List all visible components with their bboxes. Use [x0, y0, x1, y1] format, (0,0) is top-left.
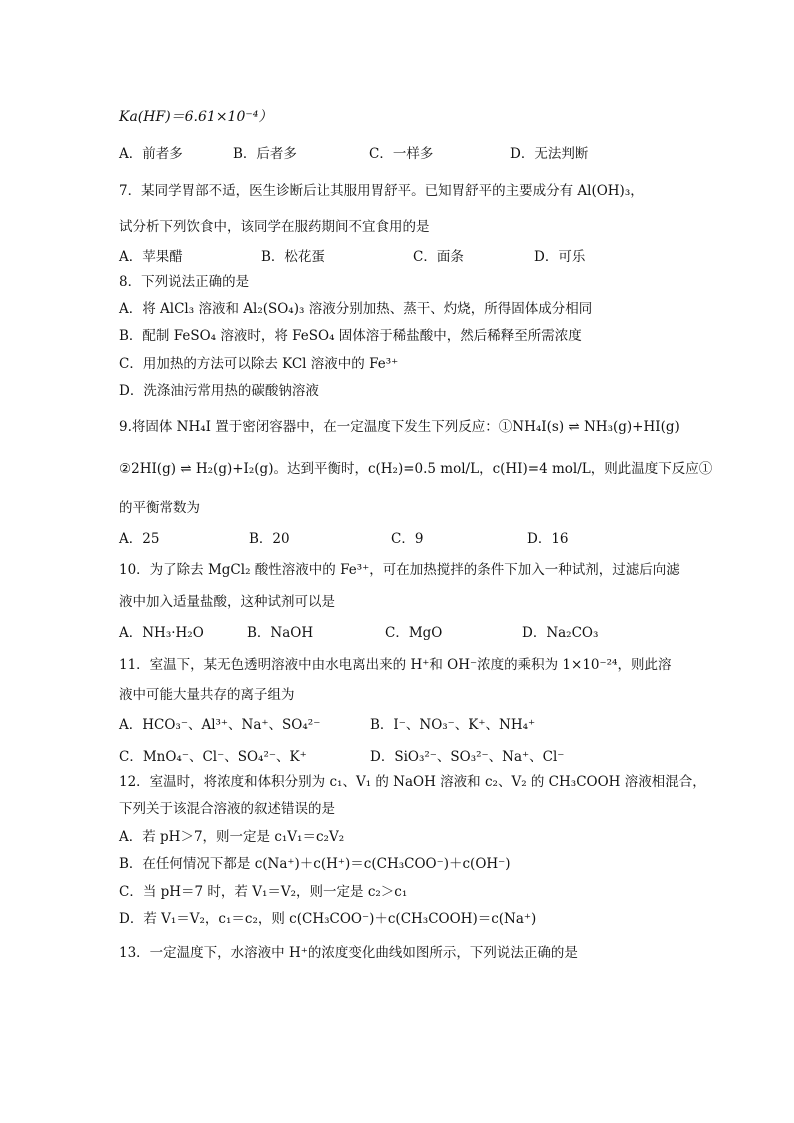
q9-stem-3: 的平衡常数为: [119, 500, 200, 516]
q6-option-c: C．一样多: [369, 146, 434, 162]
q12-option-a: A．若 pH＞7，则一定是 c₁V₁＝c₂V₂: [119, 829, 345, 845]
q10-option-d: D．Na₂CO₃: [522, 625, 599, 641]
q11-stem-1: 11．室温下，某无色透明溶液中由水电离出来的 H⁺和 OH⁻浓度的乘积为 1×10⁻²⁴，则此溶: [119, 657, 672, 673]
q10-option-b: B．NaOH: [247, 625, 314, 641]
q12-option-c: C．当 pH＝7 时，若 V₁＝V₂，则一定是 c₂＞c₁: [119, 884, 408, 900]
q12-stem-1: 12．室温时，将浓度和体积分别为 c₁、V₁ 的 NaOH 溶液和 c₂、V₂ 的 CH₃COOH 溶液相混合，: [119, 774, 706, 790]
q7-option-b: B．松花蛋: [261, 249, 325, 265]
q12-stem-2: 下列关于该混合溶液的叙述错误的是: [119, 801, 335, 817]
q7-option-d: D．可乐: [534, 249, 586, 265]
q8-option-d: D．洗涤油污常用热的碳酸钠溶液: [119, 383, 319, 399]
q8-option-b: B．配制 FeSO₄ 溶液时，将 FeSO₄ 固体溶于稀盐酸中，然后稀释至所需浓度: [119, 328, 582, 344]
q11-stem-2: 液中可能大量共存的离子组为: [119, 687, 295, 703]
q7-stem-1: 7．某同学胃部不适，医生诊断后让其服用胃舒平。已知胃舒平的主要成分有 Al(OH)₃，: [119, 183, 644, 199]
q11-option-d: D．SiO₃²⁻、SO₃²⁻、Na⁺、Cl⁻: [370, 749, 565, 765]
q9-option-a: A．25: [119, 531, 160, 547]
q10-stem-1: 10．为了除去 MgCl₂ 酸性溶液中的 Fe³⁺，可在加热搅拌的条件下加入一种试剂，过滤后向滤: [119, 562, 680, 578]
q6-option-d: D．无法判断: [510, 146, 589, 162]
q7-option-c: C．面条: [413, 249, 464, 265]
q9-stem-1: 9.将固体 NH₄I 置于密闭容器中，在一定温度下发生下列反应：①NH₄I(s) ⇌ NH₃(g)+HI(g): [119, 419, 680, 435]
q10-option-c: C．MgO: [385, 625, 443, 641]
ka-hf-line: Ka(HF)＝6.61×10⁻⁴）: [119, 109, 273, 125]
q9-option-b: B．20: [249, 531, 290, 547]
q6-option-b: B．后者多: [233, 146, 297, 162]
q13-stem: 13．一定温度下，水溶液中 H⁺的浓度变化曲线如图所示，下列说法正确的是: [119, 945, 578, 961]
q8-option-c: C．用加热的方法可以除去 KCl 溶液中的 Fe³⁺: [119, 356, 399, 372]
q8-option-a: A．将 AlCl₃ 溶液和 Al₂(SO₄)₃ 溶液分别加热、蒸干、灼烧，所得固体成分相同: [119, 301, 593, 317]
q6-option-a: A．前者多: [119, 146, 183, 162]
q11-option-a: A．HCO₃⁻、Al³⁺、Na⁺、SO₄²⁻: [119, 717, 321, 733]
q7-stem-2: 试分析下列饮食中，该同学在服药期间不宜食用的是: [119, 219, 430, 235]
q10-option-a: A．NH₃·H₂O: [119, 625, 204, 641]
q12-option-d: D．若 V₁＝V₂，c₁＝c₂，则 c(CH₃COO⁻)＋c(CH₃COOH)＝c(Na⁺): [119, 911, 537, 927]
q11-option-b: B．I⁻、NO₃⁻、K⁺、NH₄⁺: [370, 717, 536, 733]
q8-stem: 8．下列说法正确的是: [119, 274, 250, 290]
q11-option-c: C．MnO₄⁻、Cl⁻、SO₄²⁻、K⁺: [119, 749, 307, 765]
q9-stem-2: ②2HI(g) ⇌ H₂(g)+I₂(g)。达到平衡时，c(H₂)=0.5 mol/L，c(HI)=4 mol/L，则此温度下反应①: [119, 461, 713, 477]
q7-option-a: A．苹果醋: [119, 249, 183, 265]
q12-option-b: B．在任何情况下都是 c(Na⁺)＋c(H⁺)＝c(CH₃COO⁻)＋c(OH⁻): [119, 856, 511, 872]
q9-option-c: C．9: [391, 531, 424, 547]
q9-option-d: D．16: [527, 531, 569, 547]
q10-stem-2: 液中加入适量盐酸，这种试剂可以是: [119, 594, 335, 610]
